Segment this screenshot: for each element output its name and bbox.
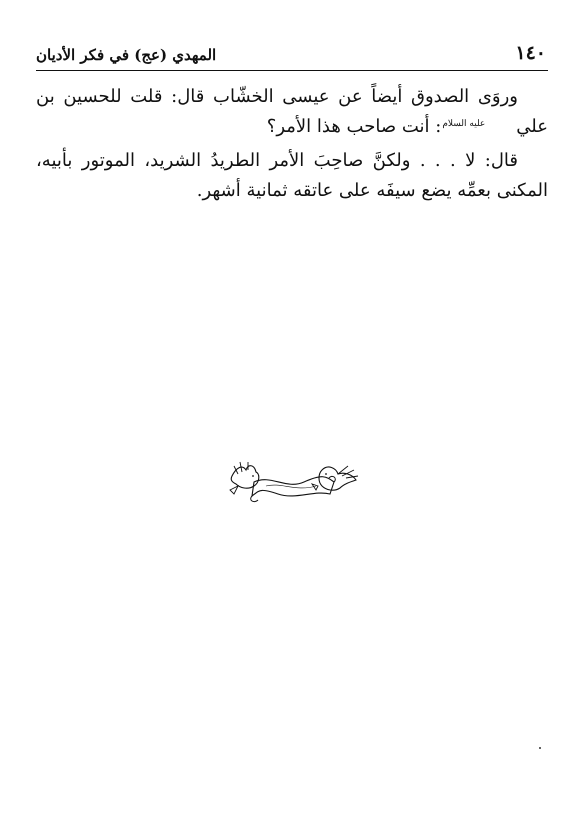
stray-dot [539, 747, 541, 749]
page-number: ١٤٠ [515, 42, 546, 64]
paragraph-1-text-b: : أنت صاحب هذا الأمر؟ [266, 116, 442, 137]
paragraph-1-text-a: وروَى الصدوق أيضاً عن عيسى الخشّاب قال: قلت للحسين بن علي [36, 86, 548, 137]
honorific-ligature: عليه السلام [442, 119, 486, 129]
dove-scroll-ornament-icon [226, 460, 361, 508]
running-title: المهدي (عج) في فكر الأديان [36, 46, 217, 64]
header-rule [36, 70, 548, 71]
main-text [36, 82, 548, 210]
paragraph-2: قال: لا . . . ولكنَّ صاحِبَ الأمر الطريدُ الشريد، الموتور بأبيه، المكنى بعمِّه يضع سيفَه على عاتقه ثمانية أشهر. [36, 150, 548, 201]
page-header [36, 40, 548, 70]
paragraph-1 [36, 82, 548, 142]
